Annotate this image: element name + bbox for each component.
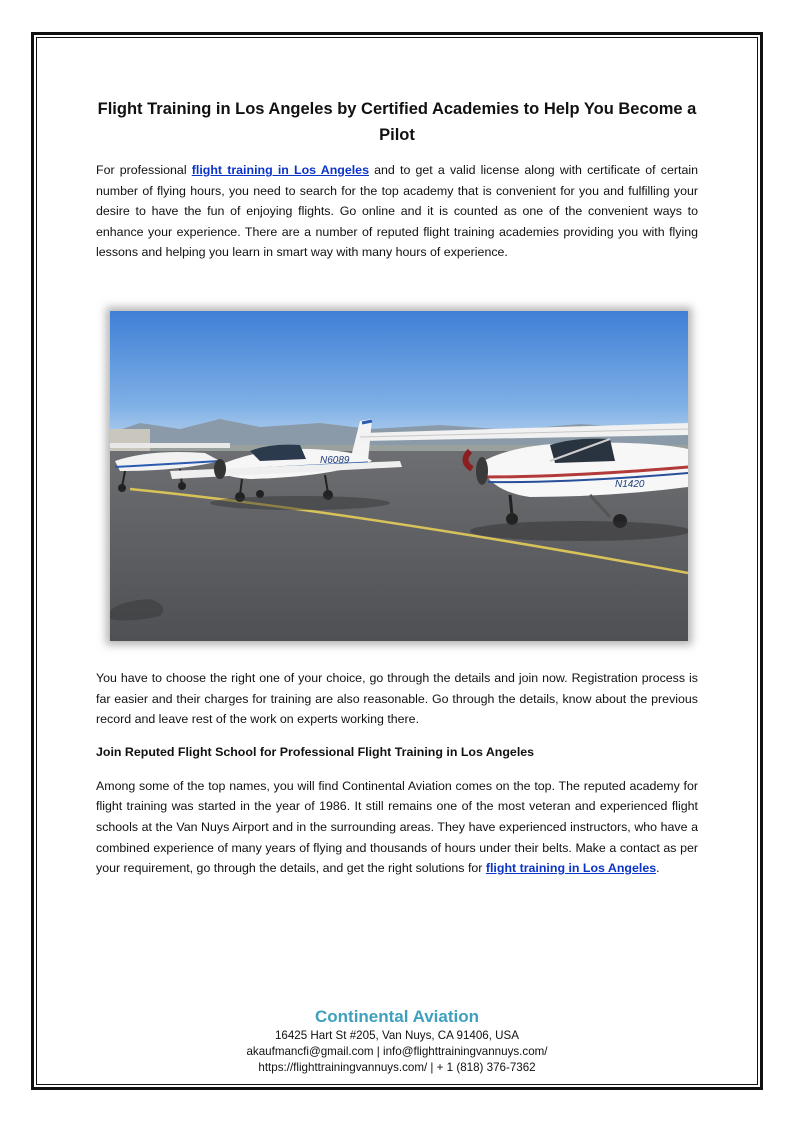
aircraft-photo-illustration: [110, 311, 688, 641]
continental-text: Among some of the top names, you will find Continental Aviation comes on the top. The reputed academy for flight training was started in the year of 1986. It still remains one of the most veteran and experienced flight schools at the Van Nuys Airport and in the surrounding areas. They have experienced instructors, who have a combined experience of many years of flying and thousands of hours under their belts. Make a contact as per your requirement, go through the details, and get the right solutions for: [96, 778, 698, 876]
intro-paragraph: [96, 160, 698, 263]
tail-number-right: N1420: [615, 479, 645, 490]
footer-emails: akaufmancfi@gmail.com | info@flighttrainingvannuys.com/: [246, 1045, 548, 1058]
article-bottom: [96, 668, 698, 879]
article-top: [96, 96, 698, 263]
page-title: Flight Training in Los Angeles by Certified Academies to Help You Become a Pilot: [97, 100, 697, 144]
section-subheading: Join Reputed Flight School for Professional Flight Training in Los Angeles: [96, 744, 535, 759]
tail-number-middle: N6089: [320, 455, 350, 466]
footer-address: 16425 Hart St #205, Van Nuys, CA 91406, USA: [274, 1029, 520, 1042]
continental-paragraph: [96, 776, 698, 879]
registration-paragraph: You have to choose the right one of your choice, go through the details and join now. Registration process is far easier and their charges for training are also reasonable. Go through the details, know about the previous record and leave rest of the work on experts working there.: [96, 671, 698, 727]
footer-brand: Continental Aviation: [314, 1007, 479, 1026]
flight-training-link-2[interactable]: flight training in Los Angeles: [485, 861, 657, 876]
continental-text-end: .: [656, 861, 660, 876]
footer: [96, 1006, 698, 1076]
footer-web-phone: https://flighttrainingvannuys.com/ | + 1 (818) 376-7362: [258, 1061, 536, 1074]
intro-text-start: For professional: [96, 163, 192, 177]
aircraft-photo: [110, 311, 688, 641]
flight-training-link-1[interactable]: flight training in Los Angeles: [191, 163, 369, 177]
intro-text-end: and to get a valid license along with certificate of certain number of flying hours, you need to search for the top academy that is convenient for you and fulfilling your desire to have the fun of enjoying flights. Go online and it is counted as one of the convenient ways to enhance your experience. There are a number of reputed flight training academies providing you with flying lessons and helping you learn in smart way with many hours of experience.: [96, 163, 698, 260]
